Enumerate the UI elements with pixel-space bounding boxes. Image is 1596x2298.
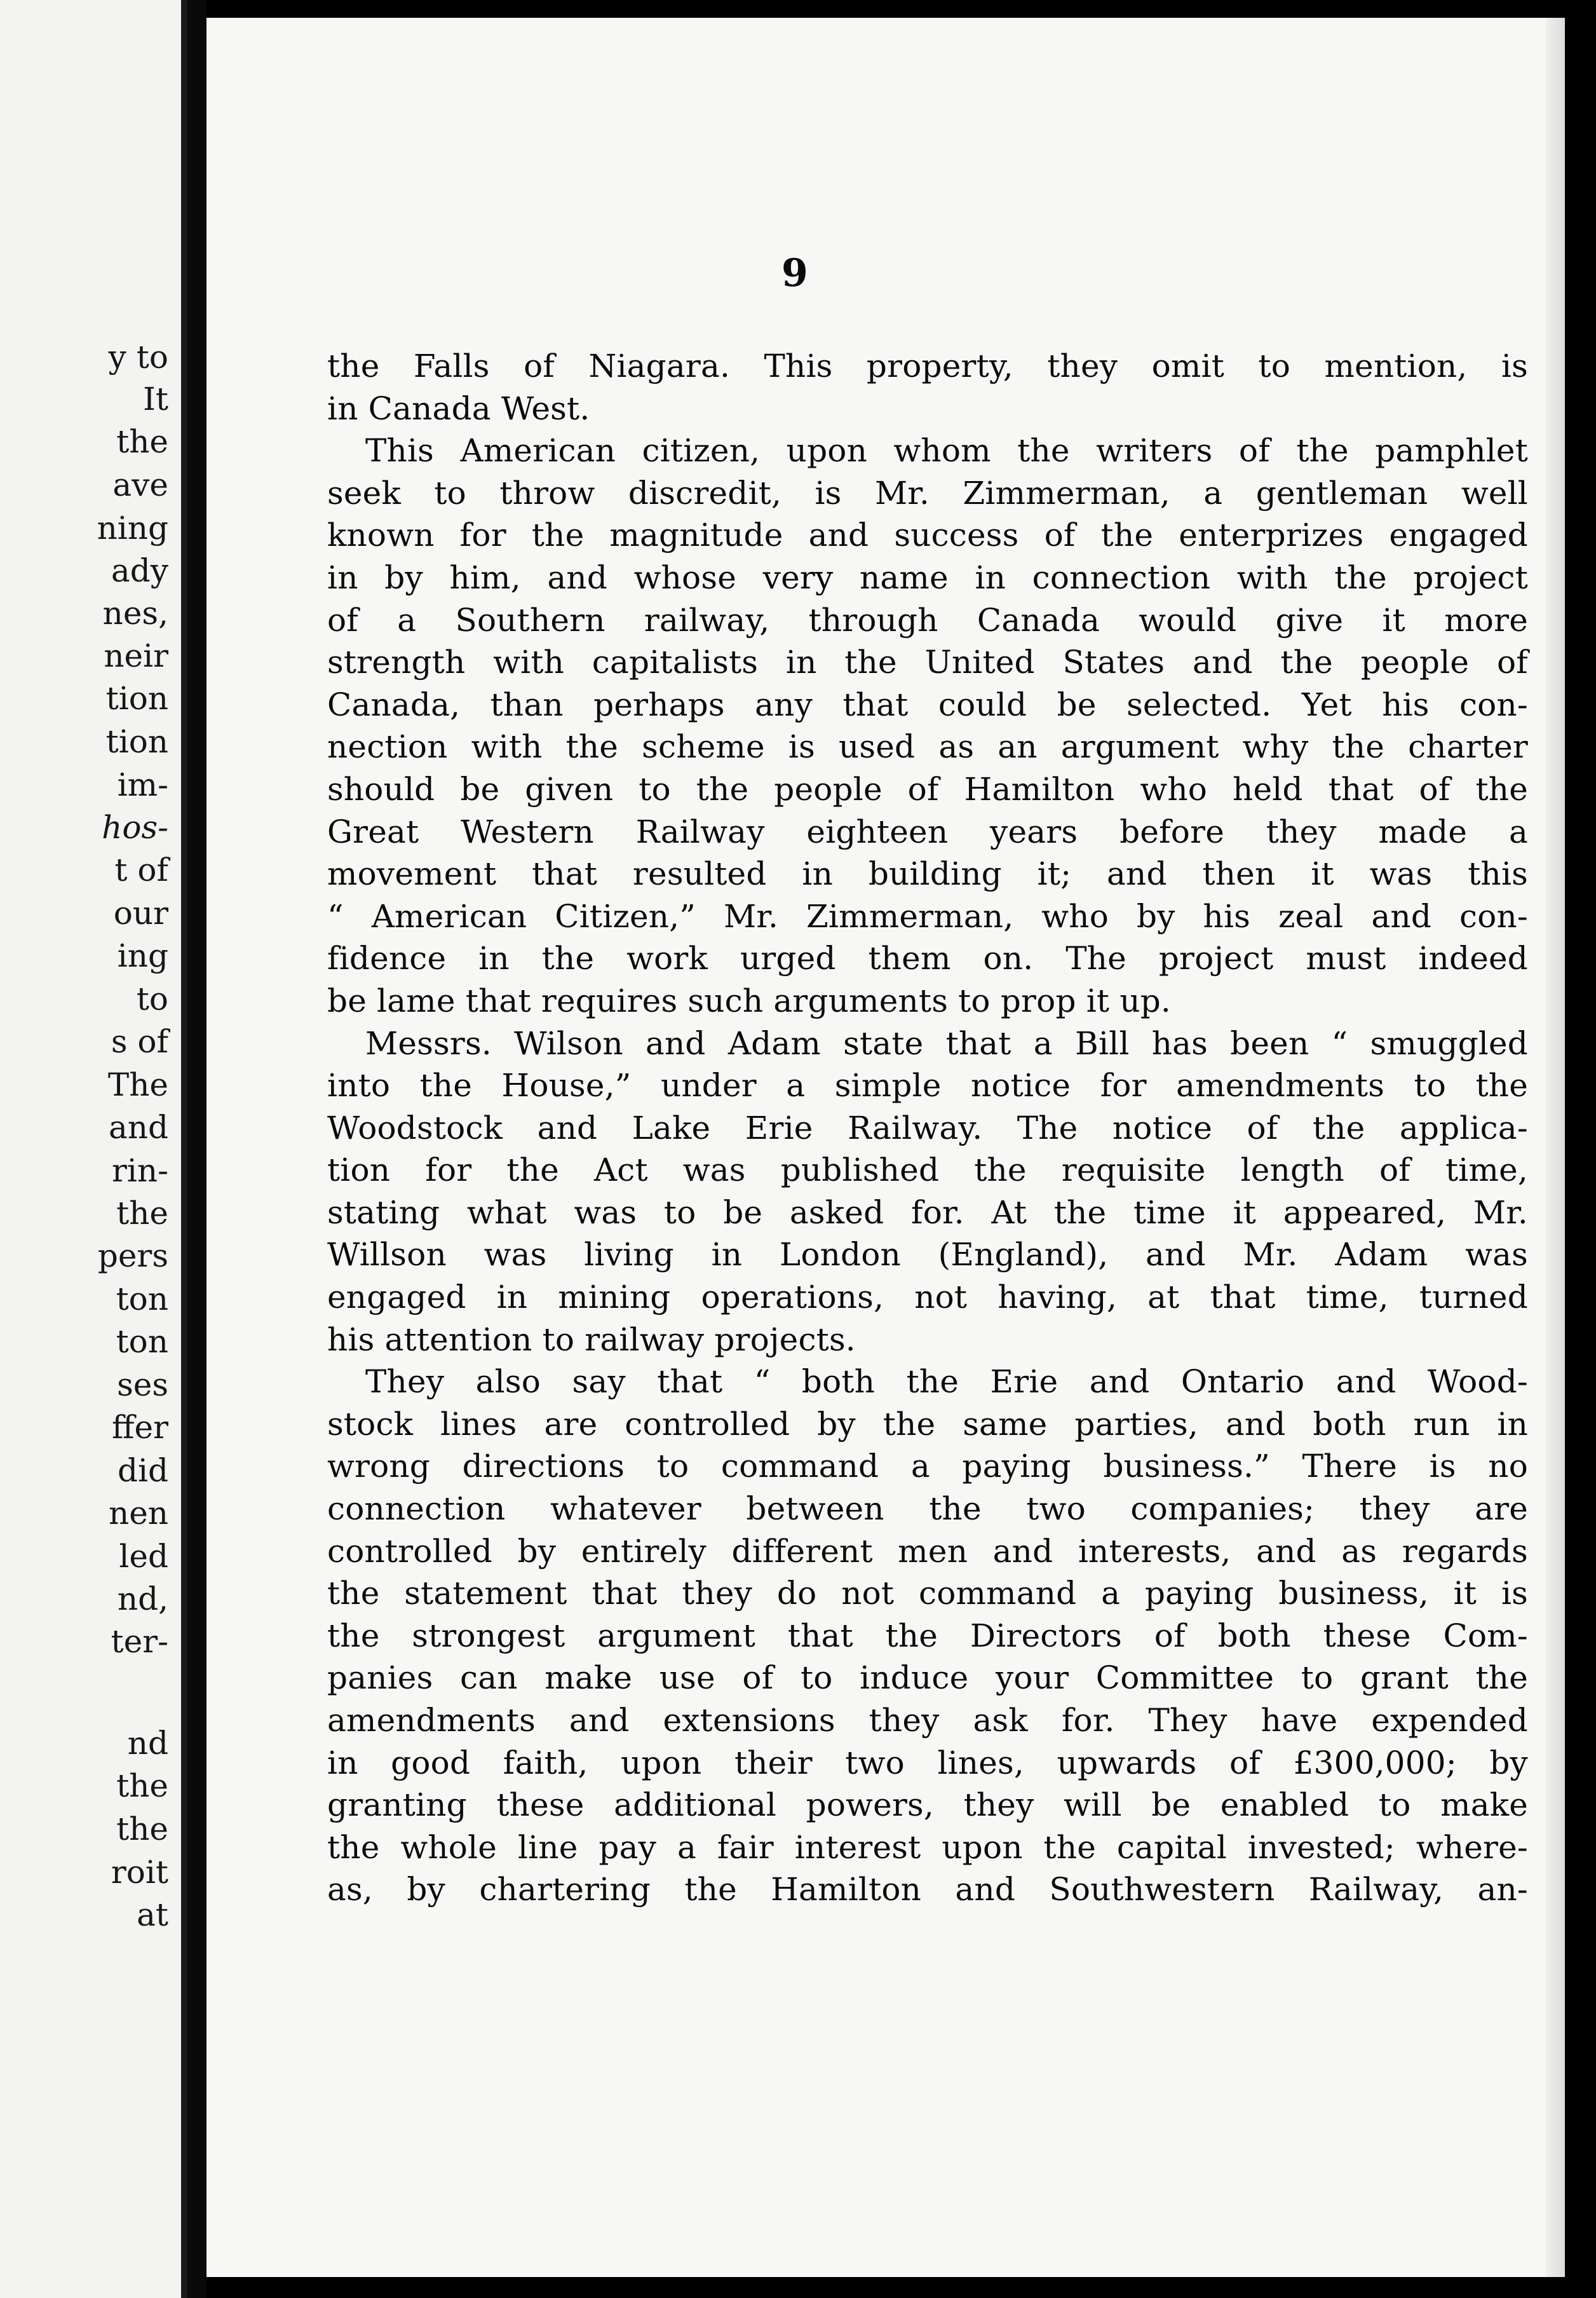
left-page-line: the — [116, 423, 168, 460]
left-page-line: ing — [117, 937, 168, 974]
left-page-line: led — [119, 1538, 168, 1575]
text-line: engaged in mining operations, not having, at that time, turned — [327, 1279, 1528, 1316]
left-page-line: ave — [112, 466, 168, 503]
left-page-line: at — [137, 1896, 168, 1933]
left-page-fragment — [0, 0, 187, 2298]
text-line: controlled by entirely different men and interests, and as regards — [327, 1532, 1528, 1570]
left-page-line: the — [116, 1195, 168, 1232]
left-page-line: s of — [111, 1023, 168, 1060]
left-page-line: nd — [127, 1725, 168, 1762]
left-page-line: ses — [117, 1366, 168, 1403]
left-page-line: The — [107, 1066, 168, 1103]
left-page-line: tion — [105, 680, 168, 717]
left-page-line: tion — [105, 723, 168, 760]
body-text — [327, 345, 1528, 1911]
text-line: should be given to the people of Hamilton who held that of the — [327, 770, 1528, 808]
text-line: granting these additional powers, they will be enabled to make — [327, 1786, 1528, 1824]
text-line: tion for the Act was published the requisite length of time, — [327, 1152, 1528, 1189]
left-page-line: ton — [116, 1281, 168, 1317]
text-line: connection whatever between the two companies; they are — [327, 1490, 1528, 1528]
left-page-line: pers — [97, 1237, 168, 1274]
left-page-line: t of — [114, 852, 168, 888]
left-page-line: to — [136, 981, 168, 1017]
text-line: Willson was living in London (England), and Mr. Adam was — [327, 1236, 1528, 1274]
left-page-line: neir — [104, 637, 168, 674]
text-line: Canada, than perhaps any that could be selected. Yet his con- — [327, 686, 1528, 723]
left-page-line: our — [113, 895, 168, 932]
text-line: movement that resulted in building it; and then it was this — [327, 855, 1528, 893]
left-page-line: ady — [111, 552, 168, 589]
text-line: the Falls of Niagara. This property, they omit to mention, is — [327, 348, 1528, 384]
left-page-line: ning — [97, 510, 168, 547]
page-edge-shadow — [1546, 18, 1565, 2277]
left-page-line: ton — [116, 1323, 168, 1360]
text-line: the strongest argument that the Directors of both these Com- — [327, 1617, 1528, 1654]
text-line: of a Southern railway, through Canada would give it more — [327, 601, 1528, 639]
left-page-line: the — [116, 1767, 168, 1804]
left-page-line: ter- — [111, 1623, 168, 1660]
left-page-line: hos- — [102, 809, 168, 846]
left-page-line: the — [116, 1811, 168, 1847]
text-line: in by him, and whose very name in connection with the project — [327, 559, 1528, 596]
left-page-line: ffer — [111, 1409, 168, 1446]
text-line: in Canada West. — [327, 390, 590, 427]
text-line: nection with the scheme is used as an argument why the charter — [327, 728, 1528, 766]
text-line: They also say that “ both the Erie and Ontario and Wood- — [365, 1363, 1528, 1401]
left-page-line: roit — [111, 1854, 168, 1891]
text-line: stock lines are controlled by the same parties, and both run in — [327, 1405, 1528, 1443]
text-line: Woodstock and Lake Erie Railway. The notice of the applica- — [327, 1109, 1528, 1146]
left-page-line: did — [117, 1452, 168, 1489]
text-line: be lame that requires such arguments to prop it up. — [327, 982, 1172, 1019]
text-line: known for the magnitude and success of the enterprizes engaged — [327, 517, 1528, 554]
left-page-line: It — [143, 381, 168, 418]
text-line: wrong directions to command a paying business.” There is no — [327, 1448, 1528, 1485]
text-line: panies can make use of to induce your Committee to grant the — [327, 1659, 1528, 1697]
text-line: amendments and extensions they ask for. They have expended — [327, 1702, 1528, 1739]
text-line: This American citizen, upon whom the writers of the pamphlet — [365, 432, 1528, 470]
left-page-line: and — [108, 1109, 168, 1146]
text-line: the whole line pay a fair interest upon the capital invested; where- — [327, 1828, 1528, 1866]
left-page-line: nes, — [102, 595, 168, 632]
text-line: seek to throw discredit, is Mr. Zimmerman, a gentleman well — [327, 474, 1528, 512]
left-page-line: nen — [109, 1495, 168, 1532]
text-line: fidence in the work urged them on. The project must indeed — [327, 940, 1528, 977]
text-line: stating what was to be asked for. At the time it appeared, Mr. — [327, 1193, 1528, 1231]
left-page-line: y to — [108, 339, 168, 376]
text-line: the statement that they do not command a paying business, it is — [327, 1575, 1528, 1612]
text-line: his attention to railway projects. — [327, 1321, 856, 1358]
text-line: strength with capitalists in the United States and the people of — [327, 644, 1528, 681]
text-line: into the House,” under a simple notice for amendments to the — [327, 1067, 1528, 1105]
text-line: Messrs. Wilson and Adam state that a Bill has been “ smuggled — [365, 1024, 1528, 1062]
left-page-line: im- — [117, 766, 168, 803]
main-page — [206, 18, 1565, 2277]
text-line: “ American Citizen,” Mr. Zimmerman, who by his zeal and con- — [327, 897, 1528, 935]
book-gutter — [187, 0, 206, 2298]
page-number: 9 — [781, 251, 808, 296]
text-line: in good faith, upon their two lines, upwards of £300,000; by — [327, 1744, 1528, 1781]
text-line: as, by chartering the Hamilton and Southwestern Railway, an- — [327, 1871, 1528, 1908]
left-page-line: nd, — [117, 1581, 168, 1617]
text-line: Great Western Railway eighteen years before they made a — [327, 813, 1528, 850]
page-edge-shadow — [181, 0, 187, 2298]
left-page-line: rin- — [112, 1152, 168, 1189]
